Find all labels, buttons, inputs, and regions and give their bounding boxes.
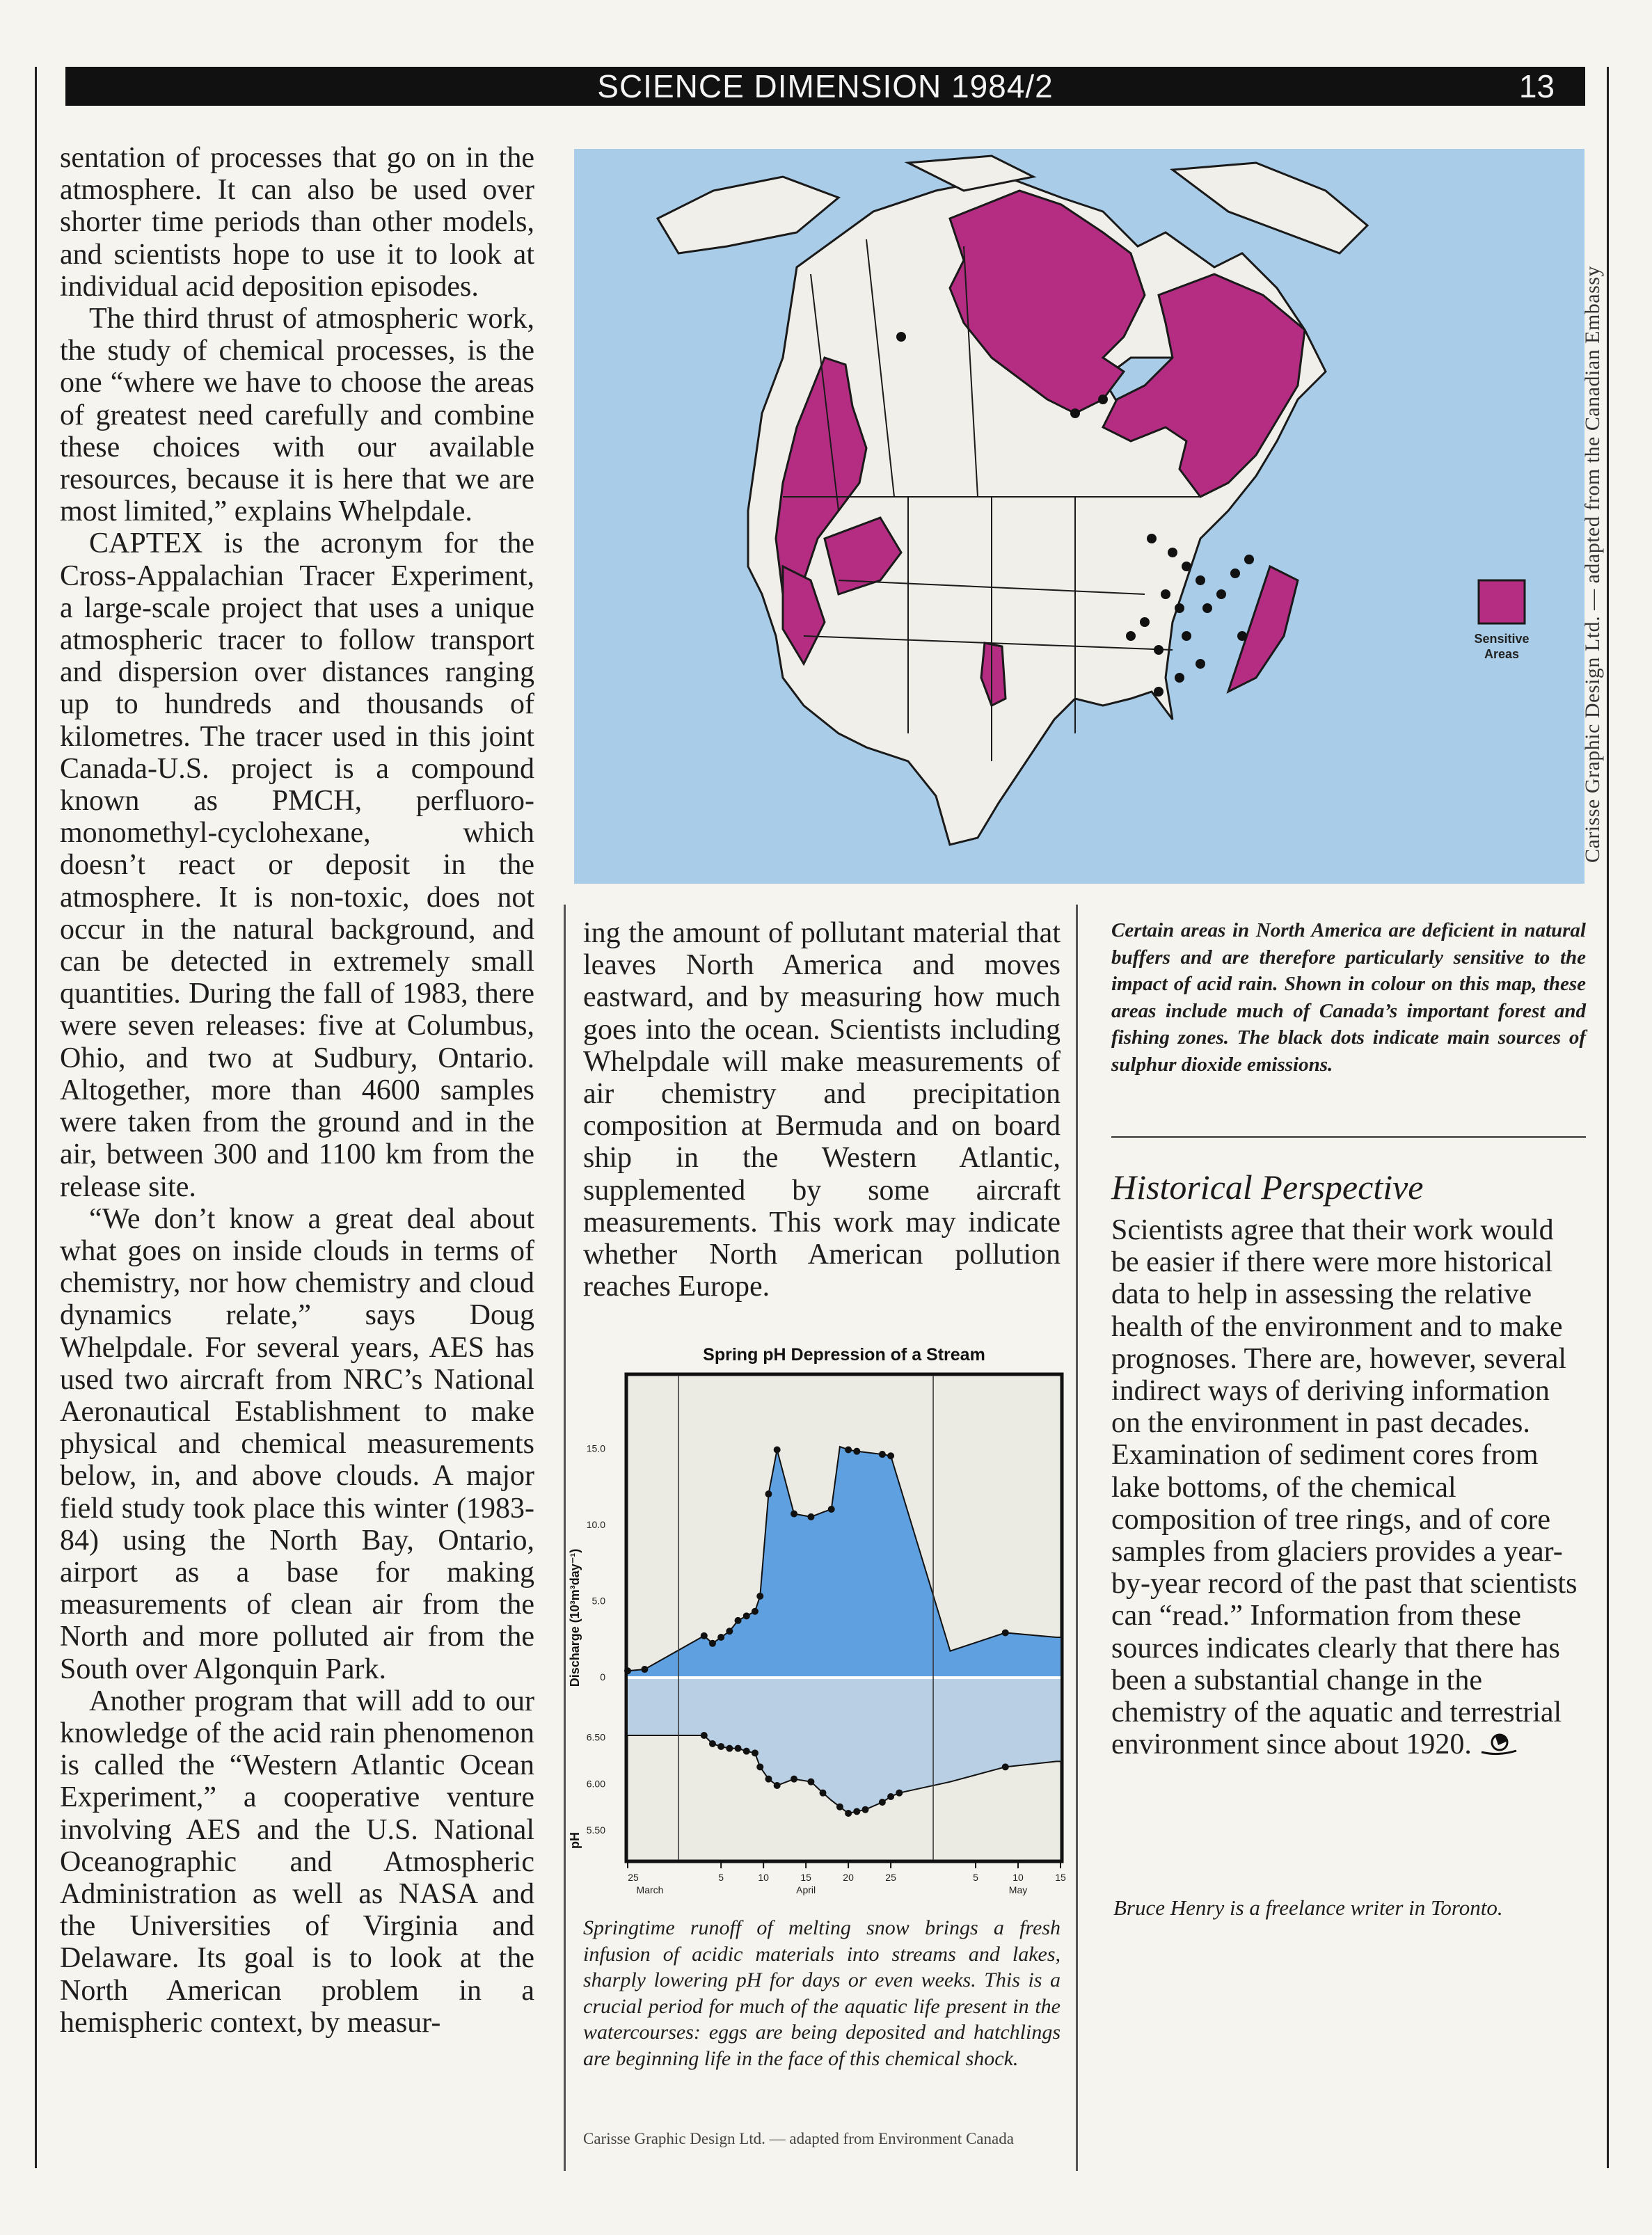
ph-point [861, 1806, 868, 1813]
paragraph: Another program that will add to our knowledge of the acid rain phenomenon is called the “Western Atlantic Ocean Experiment,” a cooperative venture involving AES and the U.S. National Oceanographic and Atmospheric Administration as well as NASA and the Universities of Virginia and Delaware. Its goal is to look at the North American problem in a hemispheric context, by measur- [60, 1685, 534, 2039]
article-column-3 [1111, 1214, 1586, 1760]
discharge-point [752, 1608, 759, 1615]
ph-point [820, 1790, 827, 1797]
discharge-point [887, 1452, 894, 1459]
ph-point [717, 1743, 724, 1750]
discharge-point [807, 1513, 814, 1520]
y-axis-label-ph: pH [568, 1832, 582, 1849]
discharge-point [791, 1511, 797, 1518]
chart-title: Spring pH Depression of a Stream [703, 1345, 985, 1365]
discharge-point [726, 1628, 733, 1635]
x-tick-label: 15 [1055, 1872, 1066, 1883]
discharge-point [717, 1634, 724, 1641]
discharge-point [879, 1451, 886, 1458]
paragraph: CAPTEX is the acronym for the Cross-Appalachian Tracer Experiment, a large-scale project that uses a unique atmospheric tracer to follow transport and dispersion over distances ranging up to hundreds and thousands of kilometres. The tracer used in this joint Canada-U.S. project is a compound known as PMCH, perfluoro-monomethyl-cyclohexane, which doesn’t react or deposit in the atmosphere. It is non-toxic, does not occur in the natural background, and can be detected in extremely small quantities. During the fall of 1983, there were seven releases: five at Columbus, Ohio, and two at Sudbury, Ontario. Altogether, more than 4600 samples were taken from the ground and in the air, between 300 and 1100 km from the release site. [60, 527, 534, 1203]
ph-point [836, 1804, 843, 1811]
discharge-point [853, 1448, 860, 1455]
ph-depression-chart [564, 1339, 1076, 1910]
ph-point [765, 1776, 772, 1783]
author-byline: Bruce Henry is a freelance writer in Toronto. [1113, 1895, 1503, 1920]
ph-point [845, 1810, 852, 1817]
x-tick-label: 5 [973, 1872, 978, 1883]
chart-caption: Springtime runoff of melting snow brings a fresh infusion of acidic materials into streams and lakes, sharply lowering pH for days or even weeks. This is a crucial period for much of the aquatic life present in the watercourses: eggs are being deposited and hatchlings are beginning life in the face of this chemical shock. [583, 1916, 1061, 2070]
y-tick-label: 6.00 [586, 1778, 605, 1790]
ph-point [1002, 1763, 1009, 1770]
discharge-point [743, 1612, 750, 1619]
ph-point [896, 1790, 903, 1797]
paragraph [1111, 1214, 1586, 1760]
y-axis-label-discharge: Discharge (10³m³day⁻¹) [568, 1548, 582, 1687]
section-heading: Historical Perspective [1111, 1168, 1424, 1207]
ph-point [752, 1749, 759, 1756]
ph-point [879, 1799, 886, 1806]
y-tick-label: 6.50 [586, 1731, 605, 1743]
x-tick-label: 10 [1012, 1872, 1024, 1883]
y-tick-label: 15.0 [586, 1442, 605, 1454]
discharge-point [765, 1490, 772, 1497]
chart-credit: Carisse Graphic Design Ltd. — adapted from Environment Canada [583, 2130, 1014, 2147]
page-number: 13 [1518, 68, 1555, 104]
column-rule-2 [1076, 905, 1078, 2171]
right-rule [1607, 67, 1609, 2168]
y-tick-label: 5.0 [591, 1595, 605, 1607]
end-mark-icon [1477, 1731, 1520, 1756]
discharge-point [1002, 1629, 1009, 1636]
article-column-1 [60, 142, 534, 2039]
discharge-point [774, 1446, 781, 1453]
discharge-point [845, 1446, 852, 1453]
y-tick-label: 5.50 [586, 1824, 605, 1836]
discharge-point [701, 1632, 708, 1639]
discharge-point [709, 1640, 716, 1647]
ph-point [853, 1808, 860, 1815]
ph-point [709, 1740, 716, 1747]
ph-point [774, 1782, 781, 1789]
ph-point [791, 1776, 797, 1783]
ph-point [735, 1745, 742, 1752]
ph-point [701, 1732, 708, 1739]
map-credit: Carisse Graphic Design Ltd. — adapted from the Canadian Embassy [1581, 266, 1604, 863]
article-column-2 [583, 917, 1061, 1303]
paragraph: ing the amount of pollutant material that leaves North America and moves eastward, and by measuring how much goes into the ocean. Scientists including Whelpdale will make measurements of air chemistry and precipitation composition at Bermuda and on board ship in the Western Atlantic, supplemented by some aircraft measurements. This work may indicate whether North American pollution reaches Europe. [583, 917, 1061, 1303]
discharge-point [828, 1506, 835, 1513]
paragraph: “We don’t know a great deal about what goes on inside clouds in terms of chemistry, nor how chemistry and cloud dynamics relate,” says Doug Whelpdale. For several years, AES has used two aircraft from NRC’s National Aeronautical Establishment to make physical and chemical measurements below, in, and above clouds. A major field study took place this winter (1983-84) using the North Bay, Ontario, airport as a base for making measurements of clean air from the North and more polluted air from the South over Algonquin Park. [60, 1202, 534, 1685]
ph-point [887, 1793, 894, 1800]
ph-point [807, 1779, 814, 1785]
discharge-point [624, 1667, 631, 1674]
x-tick-label: 25 [628, 1872, 639, 1883]
running-header [65, 67, 1585, 106]
x-tick-label: 20 [843, 1872, 854, 1883]
x-tick-label: 5 [718, 1872, 724, 1883]
discharge-point [641, 1666, 648, 1673]
x-tick-label: 25 [885, 1872, 896, 1883]
x-tick-label: 15 [800, 1872, 811, 1883]
month-label: March [636, 1884, 664, 1895]
section-divider [1111, 1136, 1586, 1138]
paragraph-text: Scientists agree that their work would be easier if there were more historical data to help in assessing the relative health of the environment and to make prognoses. There are, however, several indirect ways of deriving information on the environment in past decades. Examination of sediment cores from lake bottoms, of the chemical composition of tree rings, and of core samples from glaciers provides a year-by-year record of the past that scientists can “read.” Information from these sources indicates clearly that there has been a substantial change in the chemistry of the aquatic and terrestrial environment since about 1920. [1111, 1214, 1578, 1761]
y-tick-label: 10.0 [586, 1518, 605, 1530]
y-tick-label: 0 [600, 1671, 605, 1683]
legend-label: Sensitive [1474, 632, 1530, 646]
ph-point [726, 1745, 733, 1752]
left-rule [35, 67, 37, 2168]
paragraph: The third thrust of atmospheric work, the study of chemical processes, is the one “where we have to choose the areas of greatest need carefully and combine these choices with our available resources, because it is here that we are most limited,” explains Whelpdale. [60, 303, 534, 528]
month-label: May [1008, 1884, 1028, 1895]
discharge-point [735, 1617, 742, 1624]
month-label: April [796, 1884, 816, 1895]
x-tick-label: 10 [758, 1872, 769, 1883]
ph-point [756, 1763, 763, 1770]
legend-swatch [1479, 580, 1525, 623]
journal-title: SCIENCE DIMENSION 1984/2 [597, 68, 1054, 104]
paragraph: sentation of processes that go on in the atmosphere. It can also be used over shorter time periods than other models, and scientists hope to use it to look at individual acid deposition episodes. [60, 142, 534, 303]
discharge-point [756, 1593, 763, 1600]
sensitive-areas-map [574, 149, 1585, 884]
ph-point [743, 1748, 750, 1755]
legend-label: Areas [1484, 647, 1520, 661]
map-caption: Certain areas in North America are deficient in natural buffers and are therefore particularly sensitive to the impact of acid rain. Shown in colour on this map, these areas include much of Canada’s important forest and fishing zones. The black dots indicate main sources of sulphur dioxide emissions. [1111, 919, 1586, 1076]
